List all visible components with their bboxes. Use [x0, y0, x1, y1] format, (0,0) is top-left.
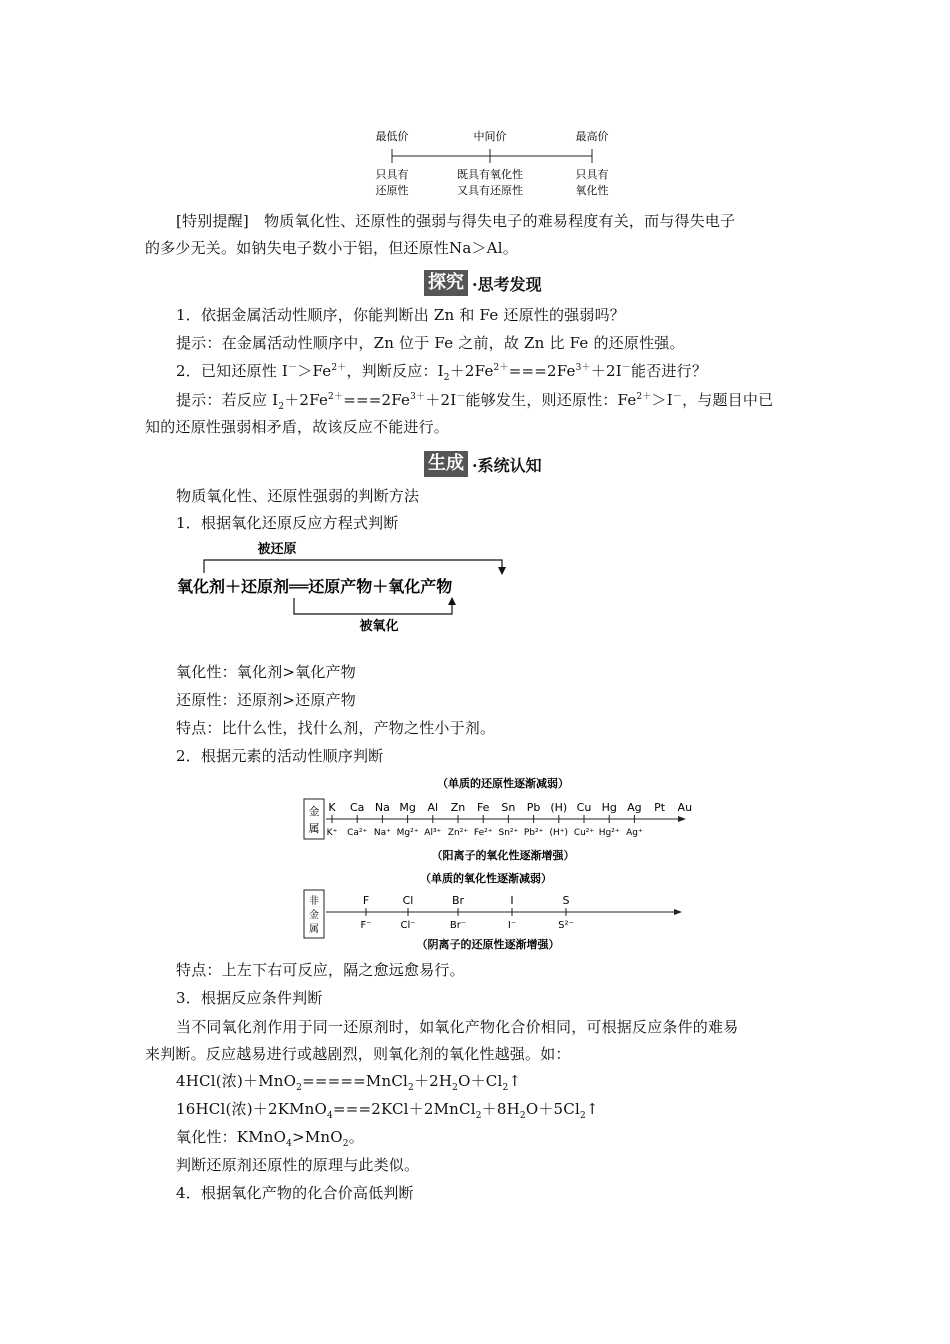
metal-ion-label: K⁺ — [326, 828, 338, 838]
metal-ion-label: Ag⁺ — [626, 828, 643, 838]
metal-ion-label: Pb²⁺ — [523, 828, 544, 838]
method-1-title: 1．根据氧化还原反应方程式判断 — [176, 514, 399, 532]
metal-top-caption: （单质的还原性逐渐减弱） — [437, 777, 569, 790]
nonmetal-top-caption: （单质的氧化性逐渐减弱） — [420, 872, 552, 885]
metal-ion-label: (H⁺) — [549, 828, 569, 838]
metal-element-label: Al — [427, 801, 439, 814]
method-3-para-2: 来判断。反应越易进行或越剧烈，则氧化剂的氧化性越强。如： — [145, 1045, 571, 1063]
section-generate-title: ·系统认知 — [472, 455, 542, 475]
nonmetal-ion-label: Br⁻ — [449, 920, 467, 931]
metal-ion-label: Cu²⁺ — [573, 828, 595, 838]
answer-1: 提示：在金属活动性顺序中，Zn 位于 Fe 之前，故 Zn 比 Fe 的还原性强。 — [176, 334, 685, 352]
nonmetal-ion-label: Cl⁻ — [400, 920, 416, 931]
valence-desc-high-2: 氧化性 — [575, 184, 609, 197]
oxidized-arrowhead — [448, 597, 456, 605]
feature-2: 特点：上左下右可反应，隔之愈远愈易行。 — [176, 961, 465, 979]
redox-equation: 氧化剂＋还原剂══还原产物＋氧化产物 — [177, 577, 453, 596]
metal-axis-arrowhead — [678, 816, 686, 822]
similar-principle: 判断还原剂还原性的原理与此类似。 — [176, 1156, 420, 1174]
oxidizing-comparison: 氧化性：氧化剂>氧化产物 — [176, 663, 356, 681]
metal-element-label: Sn — [501, 801, 516, 814]
methods-title: 物质氧化性、还原性强弱的判断方法 — [176, 487, 420, 505]
metal-ion-label: Ca²⁺ — [347, 828, 368, 838]
nonmetal-ion-label: S²⁻ — [558, 920, 574, 931]
equation-1: 4HCl(浓)$+MnO_2=====MnCl_2+2H_2O+Cl_2↑$ — [176, 1072, 522, 1093]
reduced-label: 被还原 — [257, 542, 297, 557]
answer-2-line2: 知的还原性强弱相矛盾，故该反应不能进行。 — [145, 418, 450, 436]
special-note-line2: 的多少无关。如钠失电子数小于铝，但还原性Na＞Al。 — [145, 239, 518, 257]
valence-label-mid: 中间价 — [473, 130, 507, 143]
metal-bottom-caption: （阳离子的氧化性逐渐增强） — [431, 849, 575, 862]
method-4-title: 4．根据氧化产物的化合价高低判断 — [176, 1184, 414, 1202]
valence-label-high: 最高价 — [575, 130, 609, 143]
metal-ion-label: Mg²⁺ — [396, 828, 419, 838]
oxidized-label: 被氧化 — [359, 619, 399, 634]
nonmetal-element-label: I — [510, 894, 514, 907]
metal-element-label: Zn — [450, 801, 466, 814]
nonmetal-label-3: 属 — [309, 924, 319, 935]
equation-2: 16HCl(浓)$+2KMnO_4===2KCl+2MnCl_2+8H_2O+5Cl_2↑$ — [176, 1100, 599, 1121]
question-2: 2．已知还原性 $I^->Fe^{2+}$，判断反应：$I_2+2Fe^{2+}===2Fe^{3+}+2I^-$能否进行？ — [176, 362, 708, 383]
metal-ion-label: Na⁺ — [373, 828, 391, 838]
nonmetal-element-label: Cl — [402, 894, 414, 907]
question-1: 1．依据金属活动性顺序，你能判断出 Zn 和 Fe 还原性的强弱吗？ — [176, 306, 625, 324]
valence-desc-mid-1: 既具有氧化性 — [457, 168, 523, 181]
metal-element-label: Ca — [349, 801, 365, 814]
metal-label-2: 属 — [308, 822, 320, 835]
section-generate-box: 生成 — [424, 451, 468, 477]
answer-2: 提示：若反应 $I_2+2Fe^{2+}===2Fe^{3+}+2I^-$能够发生，则还原性：$Fe^{2+}>I^-$，与题目中已 — [176, 391, 774, 412]
valence-scale-diagram — [360, 124, 620, 200]
valence-desc-low-2: 还原性 — [375, 184, 409, 197]
metal-element-label: Na — [374, 801, 390, 814]
metal-ion-label: Fe²⁺ — [473, 828, 493, 838]
nonmetal-axis-arrowhead — [674, 909, 682, 915]
reduced-arrowhead — [498, 567, 506, 575]
section-explore-title: ·思考发现 — [472, 274, 542, 294]
nonmetal-ion-label: I⁻ — [507, 920, 517, 931]
method-2-title: 2．根据元素的活动性顺序判断 — [176, 747, 384, 765]
valence-label-low: 最低价 — [375, 130, 409, 143]
reduced-arrow — [204, 560, 502, 573]
metal-ion-label: Al³⁺ — [424, 828, 442, 838]
oxidized-arrow — [294, 598, 452, 614]
section-explore-box: 探究 — [424, 270, 468, 296]
metal-element-label: Pb — [526, 801, 541, 814]
reducing-comparison: 还原性：还原剂>还原产物 — [176, 691, 356, 709]
metal-activity-chart — [300, 773, 693, 865]
nonmetal-label-2: 金 — [309, 910, 319, 921]
nonmetal-bottom-caption: （阴离子的还原性逐渐增强） — [416, 938, 560, 951]
oxidizing-kmno4: 氧化性：KMnO$_4$>MnO$_2$。 — [176, 1128, 364, 1149]
metal-element-label: Pt — [654, 801, 666, 814]
nonmetal-element-label: S — [562, 894, 570, 907]
metal-element-label: Hg — [601, 801, 617, 814]
nonmetal-label-1: 非 — [309, 896, 319, 907]
nonmetal-element-label: F — [362, 894, 370, 907]
special-note-line1: [特别提醒] 物质氧化性、还原性的强弱与得失电子的难易程度有关，而与得失电子 — [176, 212, 736, 230]
section-explore-banner — [424, 270, 542, 296]
feature-1: 特点：比什么性，找什么剂，产物之性小于剂。 — [176, 719, 496, 737]
nonmetal-ion-label: F⁻ — [360, 920, 372, 931]
method-3-title: 3．根据反应条件判断 — [176, 989, 323, 1007]
metal-ion-label: Sn²⁺ — [498, 828, 519, 838]
valence-desc-low-1: 只具有 — [375, 168, 409, 181]
nonmetal-element-label: Br — [451, 894, 465, 907]
redox-diagram — [174, 538, 504, 638]
metal-element-label: Fe — [476, 801, 490, 814]
metal-label-1: 金 — [308, 805, 320, 818]
metal-element-label: (H) — [550, 801, 568, 814]
metal-element-label: Mg — [399, 801, 416, 814]
metal-element-label: Cu — [576, 801, 592, 814]
nonmetal-activity-chart — [300, 868, 690, 954]
method-3-para-1: 当不同氧化剂作用于同一还原剂时，如氧化产物化合价相同，可根据反应条件的难易 — [176, 1018, 739, 1036]
metal-ion-label: Zn²⁺ — [447, 828, 469, 838]
metal-ion-label: Hg²⁺ — [598, 828, 620, 838]
metal-element-label: Au — [677, 801, 693, 814]
valence-desc-mid-2: 又具有还原性 — [457, 184, 523, 197]
section-generate-banner — [424, 451, 542, 477]
metal-element-label: Ag — [627, 801, 642, 814]
metal-element-label: K — [328, 801, 336, 814]
valence-desc-high-1: 只具有 — [575, 168, 609, 181]
